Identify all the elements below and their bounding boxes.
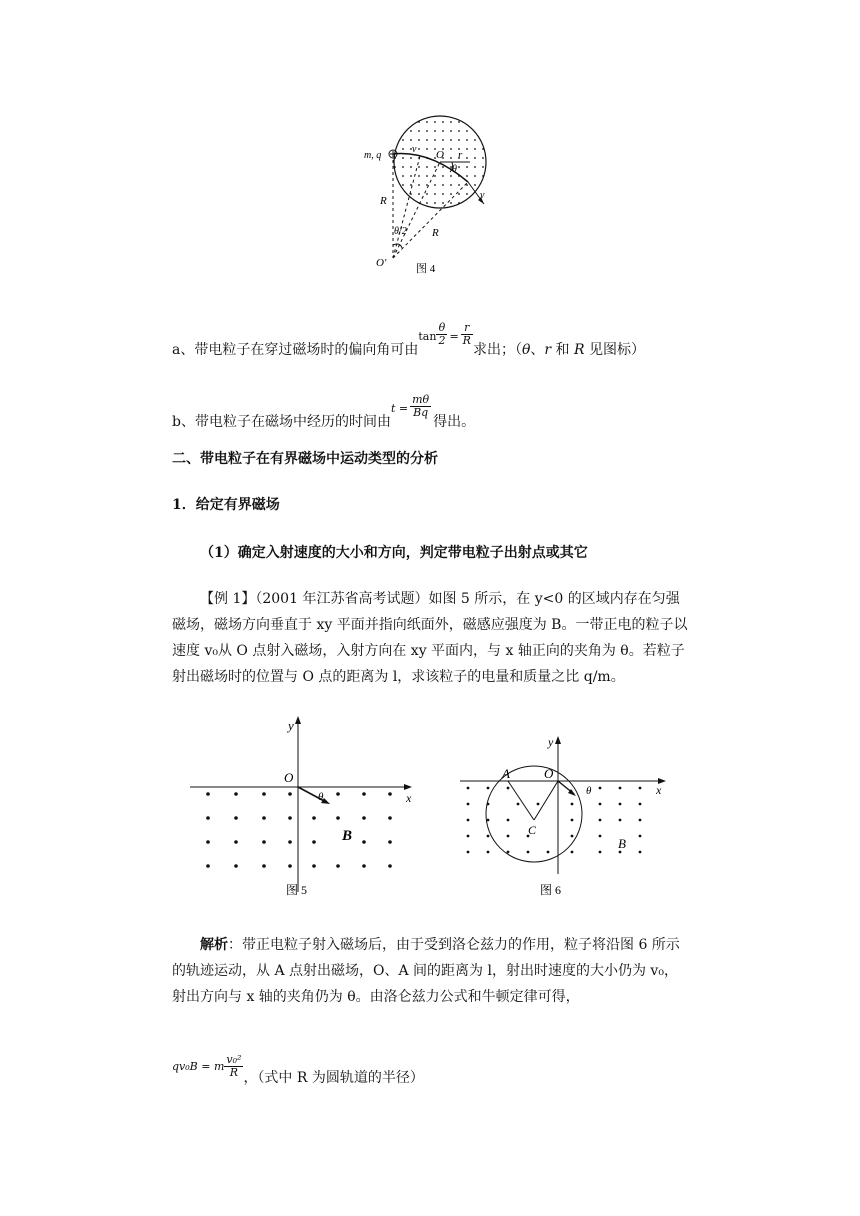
- equation: [172, 1054, 424, 1091]
- fig5-label-y: y: [288, 718, 294, 733]
- fig6-label-theta: θ: [586, 785, 592, 797]
- fig4-caption: 图 4: [416, 263, 436, 275]
- analysis: [172, 932, 690, 1010]
- section-heading: 二、带电粒子在有界磁场中运动类型的分析: [172, 451, 438, 467]
- line-a-tail: 见图标）: [584, 342, 645, 358]
- line-a-sep: 、: [530, 342, 545, 358]
- line-a-eq: =: [449, 330, 459, 343]
- fig6-label-B: B: [618, 836, 626, 851]
- example-1: [172, 586, 690, 690]
- analysis-label: 解析: [200, 937, 228, 953]
- equation-comma: ，: [243, 1070, 258, 1086]
- line-a-and: 和: [551, 342, 574, 358]
- subsection-heading: 1．给定有界磁场: [172, 497, 280, 513]
- line-a-theta: θ: [521, 342, 531, 358]
- fig4-label-v-out: v: [480, 190, 485, 201]
- line-a-prefix: a、带电粒子在穿过磁场时的偏向角可由: [172, 342, 419, 358]
- fig4-label-O: O: [436, 149, 444, 161]
- fig6-caption: 图 6: [540, 883, 562, 897]
- fig5-field-dots: [206, 792, 392, 868]
- line-a-frac-theta: $\frac{\theta}{2}$: [438, 321, 446, 347]
- example-1-label: 【例 1】: [200, 591, 256, 607]
- line-a: [172, 322, 645, 363]
- line-b: [172, 394, 475, 435]
- fig4-label-mq: m, q: [364, 150, 382, 161]
- line-a-R: R: [574, 342, 585, 358]
- line-a-tan: tan: [418, 330, 437, 343]
- equation-lhs: qv₀B = m: [172, 1060, 225, 1073]
- figure-5: [190, 712, 420, 902]
- figure-4: [360, 110, 500, 280]
- fig6-label-x: x: [656, 783, 662, 797]
- fig6-field-dots: [467, 787, 642, 854]
- fig4-label-R-diag: R: [432, 227, 439, 239]
- figure-6: [460, 734, 670, 900]
- line-b-prefix: b、带电粒子在磁场中经历的时间由: [172, 414, 391, 430]
- line-b-frac: $\frac{m\theta}{Bq}$: [412, 393, 430, 419]
- fig4-label-R-left: R: [380, 195, 387, 207]
- fig6-label-O: O: [544, 766, 554, 781]
- equation-frac: $\frac{\text{v₀²}}{R}$: [226, 1053, 242, 1079]
- line-b-suffix: 得出。: [433, 414, 476, 430]
- example-1-text: （2001 年江苏省高考试题）如图 5 所示，在 y<0 的区域内存在匀强磁场，磁场方向垂直于 xy 平面并指向纸面外，磁感应强度为 B。一带正电的粒子以速度 v₀从 O 点射入磁场，入射方向在 xy 平面内，与 x 轴正向的夹角为 θ。若粒子射出磁场时的位置与 O 点的距离为 l，求该粒子的电量和质量之比 q/m。: [172, 591, 688, 685]
- fig6-label-C: C: [528, 823, 537, 837]
- line-a-frac-r: $\frac{r}{R}$: [462, 321, 471, 347]
- fig6-label-y: y: [548, 735, 554, 749]
- sub-subsection-heading: （1）确定入射速度的大小和方向，判定带电粒子出射点或其它: [200, 545, 588, 561]
- fig5-label-x: x: [406, 791, 412, 805]
- line-a-suffix: 求出；（: [472, 342, 522, 358]
- fig5-label-O: O: [284, 770, 294, 785]
- fig4-label-O-prime: O': [376, 257, 387, 269]
- fig4-label-theta-half: θ/2: [394, 226, 407, 237]
- line-b-t: t =: [390, 402, 409, 415]
- fig5-caption: 图 5: [286, 883, 308, 897]
- analysis-text: ：带正电粒子射入磁场后，由于受到洛仑兹力的作用，粒子将沿图 6 所示的轨迹运动，从 A 点射出磁场，O、A 间的距离为 l，射出时速度的大小仍为 v₀，射出方向与 x 轴的夹角仍为 θ。由洛仑兹力公式和牛顿定律可得，: [172, 937, 680, 1005]
- fig6-label-A: A: [502, 766, 510, 781]
- equation-note: （式中 R 为圆轨道的半径）: [257, 1070, 424, 1086]
- fig4-label-theta: θ: [452, 164, 457, 175]
- fig5-label-B: B: [342, 828, 353, 844]
- fig5-label-theta: θ: [318, 791, 324, 803]
- fig4-label-r: r: [458, 149, 463, 161]
- fig4-label-v-top: v: [412, 144, 417, 155]
- line-a-r: r: [544, 342, 552, 358]
